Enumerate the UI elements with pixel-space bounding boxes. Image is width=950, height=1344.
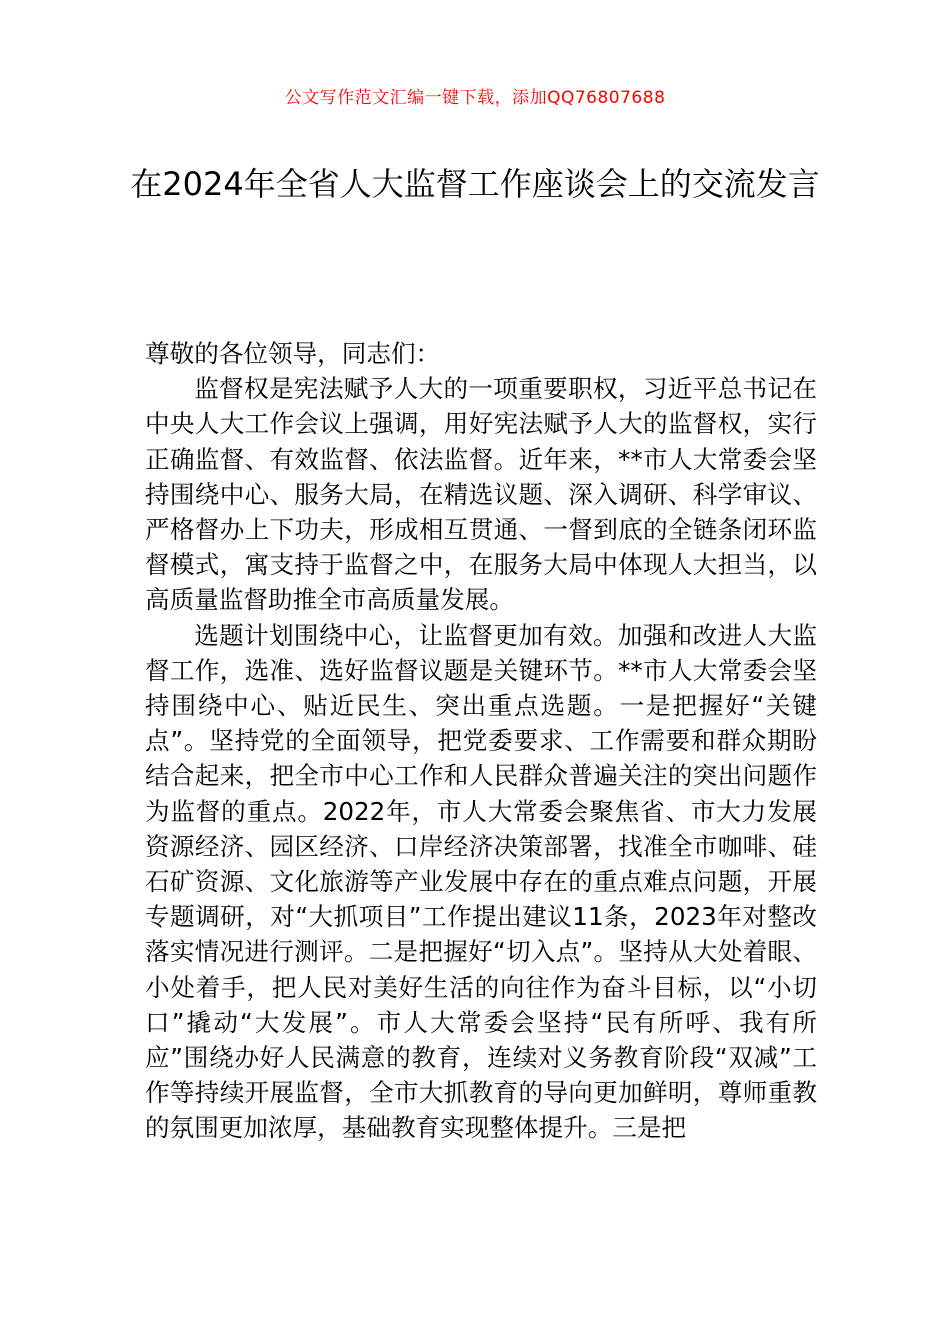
salutation: 尊敬的各位领导，同志们： bbox=[145, 339, 441, 368]
paragraph-topic-selection: 选题计划围绕中心，让监督更加有效。加强和改进人大监督工作，选准、选好监督议题是关键环节。**市人大常委会坚持围绕中心、贴近民生、突出重点选题。一是把握好“关键点”。坚持党的全面领导，把党委要求、工作需要和群众期盼结合起来，把全市中心工作和人民群众普遍关注的突出问题作为监督的重点。2022年，市人大常委会聚焦省、市大力发展资源经济、园区经济、口岸经济决策部署，找准全市咖啡、硅石矿资源、文化旅游等产业发展中存在的重点难点问题，开展专题调研，对“大抓项目”工作提出建议11条，2023年对整改落实情况进行测评。二是把握好“切入点”。坚持从大处着眼、小处着手，把人民对美好生活的向往作为奋斗目标，以“小切口”撬动“大发展”。市人大常委会坚持“民有所呼、我有所应”围绕办好人民满意的教育，连续对义务教育阶段“双减”工作等持续开展监督，全市大抓教育的导向更加鲜明，尊师重教的氛围更加浓厚，基础教育实现整体提升。三是把 bbox=[145, 620, 817, 1143]
document-body bbox=[145, 336, 817, 1146]
paragraph-intro: 监督权是宪法赋予人大的一项重要职权，习近平总书记在中央人大工作会议上强调，用好宪法赋予人大的监督权，实行正确监督、有效监督、依法监督。近年来，**市人大常委会坚持围绕中心、服务大局，在精选议题、深入调研、科学审议、严格督办上下功夫，形成相互贯通、一督到底的全链条闭环监督模式，寓支持于监督之中，在服务大局中体现人大担当，以高质量监督助推全市高质量发展。 bbox=[145, 374, 817, 615]
header-banner: 公文写作范文汇编一键下载，添加QQ76807688 bbox=[284, 88, 666, 108]
document-title: 在2024年全省人大监督工作座谈会上的交流发言 bbox=[130, 165, 820, 203]
